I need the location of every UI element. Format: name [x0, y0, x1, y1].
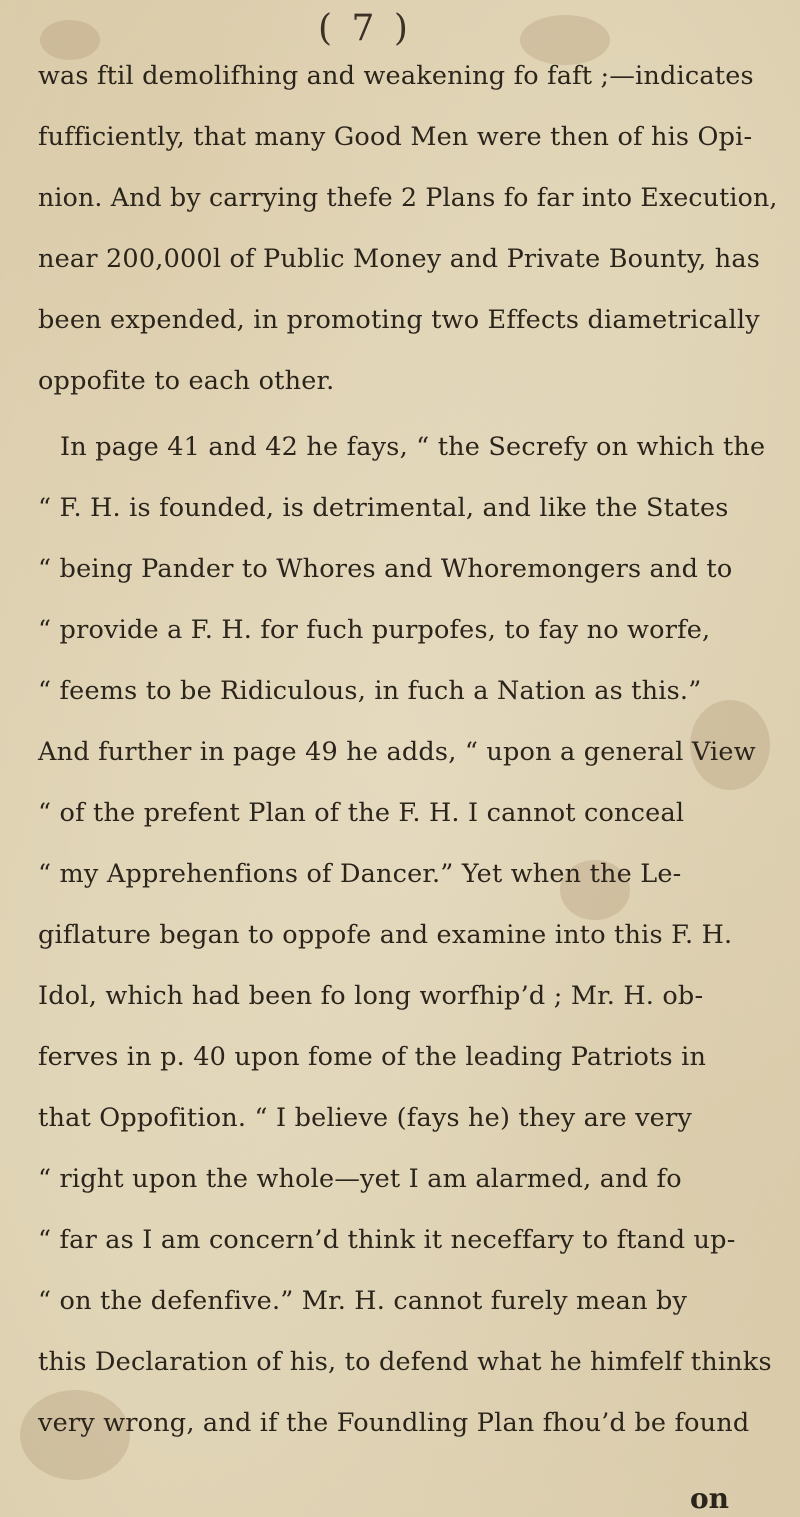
text-line: “ far as I am concern’d think it neceffary to ftand up- [38, 1225, 736, 1255]
text-line: near 200,000l of Public Money and Private Bounty, has [38, 244, 761, 274]
text-line: “ right upon the whole—yet I am alarmed, and fo [38, 1164, 682, 1194]
text-line: “ F. H. is founded, is detrimental, and like the States [38, 493, 729, 523]
foxing-spot [520, 15, 610, 65]
catchword: on [690, 1482, 730, 1515]
text-line: “ of the prefent Plan of the F. H. I cannot conceal [38, 798, 685, 828]
text-line: was ftil demolifhing and weakening fo faft ;—indicates [38, 61, 754, 91]
text-line: giflature began to oppofe and examine into this F. H. [38, 920, 733, 950]
foxing-spot [40, 20, 100, 60]
text-line: “ my Apprehenfions of Dancer.” Yet when the Le- [38, 859, 682, 889]
text-line: Idol, which had been fo long worfhip’d ; Mr. H. ob- [38, 981, 704, 1011]
text-line: that Oppofition. “ I believe (fays he) they are very [38, 1103, 692, 1133]
text-line: And further in page 49 he adds, “ upon a general View [38, 737, 756, 767]
page-number-mark: ( 7 ) [318, 8, 412, 49]
text-line: oppofite to each other. [38, 366, 335, 396]
text-line: “ provide a F. H. for fuch purpofes, to fay no worfe, [38, 615, 711, 645]
text-line: “ feems to be Ridiculous, in fuch a Nation as this.” [38, 676, 702, 706]
text-line: this Declaration of his, to defend what he himfelf thinks [38, 1347, 772, 1377]
text-line: “ on the defenfive.” Mr. H. cannot furely mean by [38, 1286, 688, 1316]
text-line: In page 41 and 42 he fays, “ the Secrefy on which the [60, 432, 766, 462]
text-line: nion. And by carrying thefe 2 Plans fo far into Execution, [38, 183, 778, 213]
text-line: fufficiently, that many Good Men were then of his Opi- [38, 122, 753, 152]
text-line: very wrong, and if the Foundling Plan fhou’d be found [38, 1408, 750, 1438]
text-line: ferves in p. 40 upon fome of the leading Patriots in [38, 1042, 707, 1072]
text-line: “ being Pander to Whores and Whoremongers and to [38, 554, 733, 584]
text-line: been expended, in promoting two Effects diametrically [38, 305, 760, 335]
